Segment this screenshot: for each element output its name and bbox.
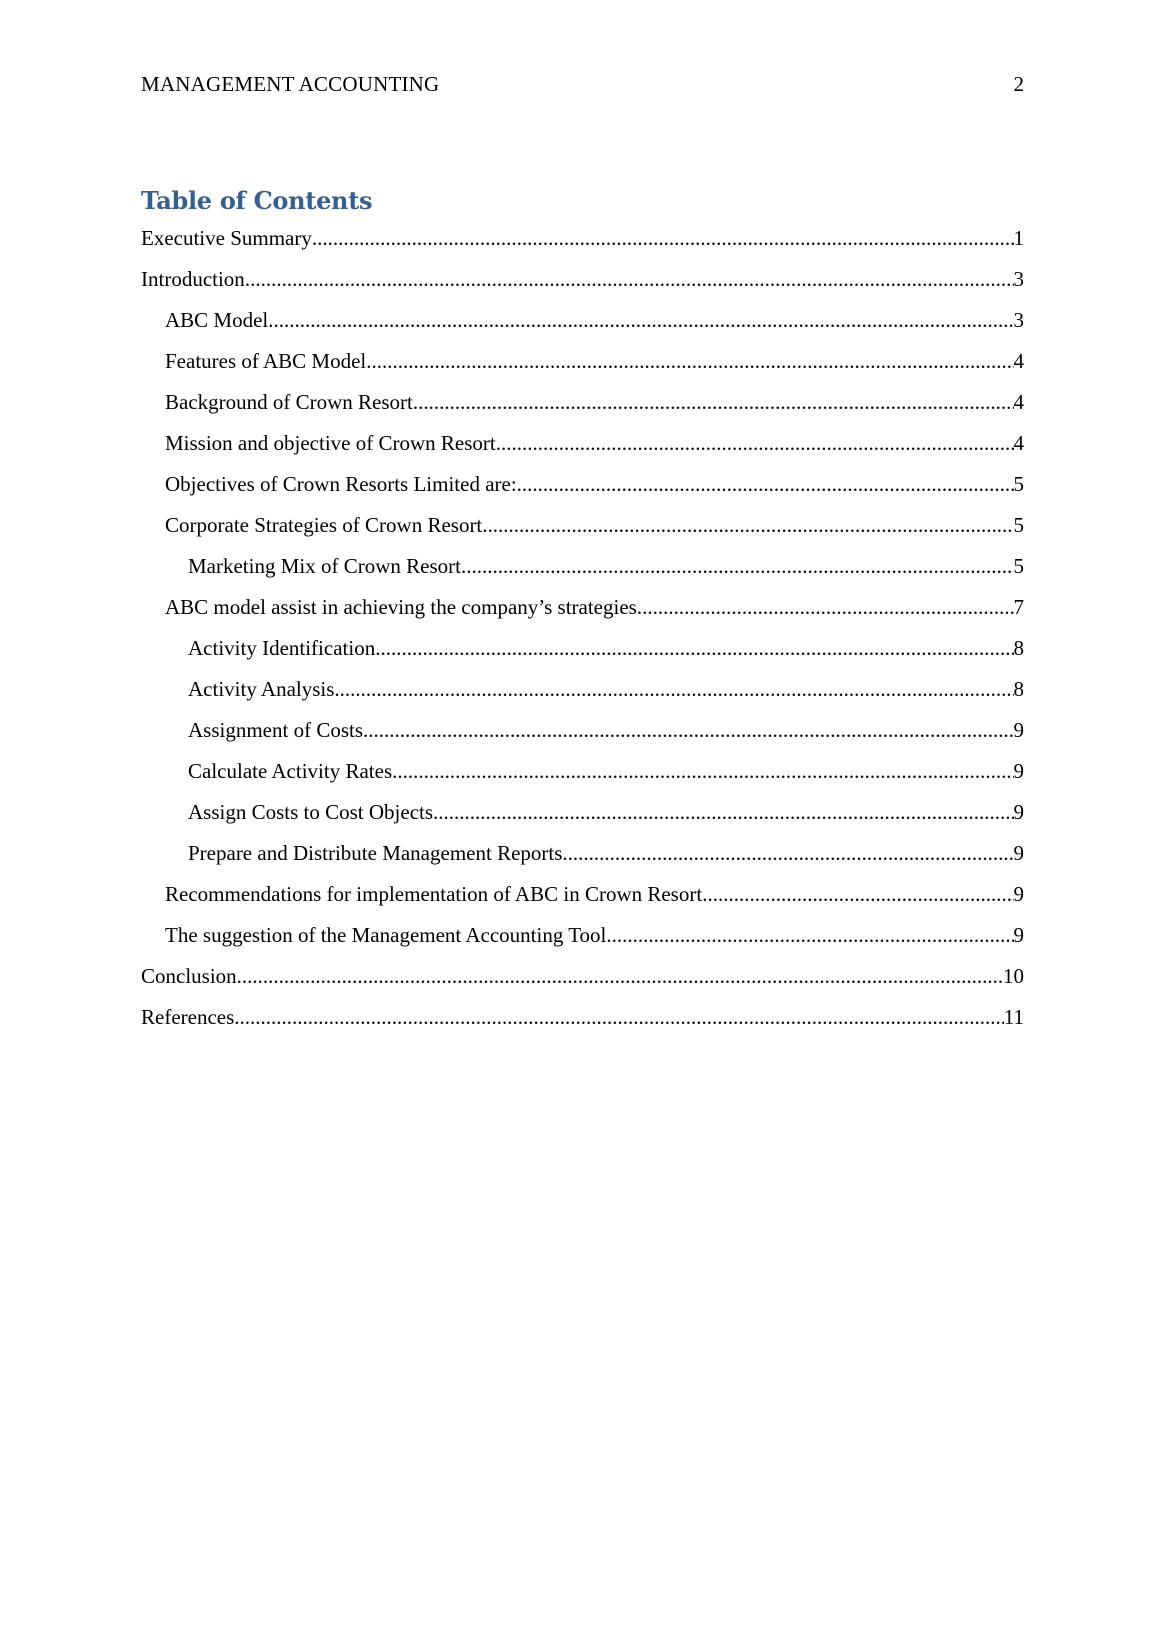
toc-entry[interactable] (141, 551, 1024, 592)
toc-dot-leader (702, 879, 1013, 909)
toc-entry-page-number: 9 (1013, 882, 1024, 906)
toc-entry[interactable] (141, 592, 1024, 633)
toc-entry[interactable] (141, 469, 1024, 510)
toc-entry-label: Assignment of Costs (188, 718, 364, 742)
toc-entry-label: Activity Identification (188, 636, 376, 660)
toc-entry[interactable] (141, 756, 1024, 797)
toc-dot-leader (366, 346, 1013, 376)
toc-entry[interactable] (141, 961, 1024, 1002)
toc-dot-leader (461, 551, 1014, 581)
toc-entry-page-number: 9 (1013, 800, 1024, 824)
toc-entry[interactable] (141, 428, 1024, 469)
toc-entry-label: ABC model assist in achieving the company’s strategies (165, 595, 637, 619)
toc-dot-leader (496, 428, 1014, 458)
toc-entry-page-number: 10 (1003, 964, 1024, 988)
toc-entry-page-number: 4 (1013, 390, 1024, 414)
toc-entry[interactable] (141, 838, 1024, 879)
toc-dot-leader (312, 223, 1014, 253)
toc-entry-page-number: 5 (1013, 472, 1024, 496)
toc-entry-label: Marketing Mix of Crown Resort (188, 554, 461, 578)
toc-dot-leader (637, 592, 1014, 622)
toc-entry-label: Features of ABC Model (165, 349, 367, 373)
toc-entry-page-number: 9 (1013, 841, 1024, 865)
toc-dot-leader (433, 797, 1013, 827)
toc-entry-page-number: 9 (1013, 718, 1024, 742)
toc-dot-leader (237, 961, 1003, 991)
toc-entry-label: The suggestion of the Management Accounting Tool (165, 923, 607, 947)
toc-dot-leader (482, 510, 1013, 540)
toc-entry-page-number: 4 (1013, 431, 1024, 455)
toc-entry-page-number: 8 (1013, 636, 1024, 660)
toc-entry-label: Calculate Activity Rates (188, 759, 393, 783)
toc-entry-label: Corporate Strategies of Crown Resort (165, 513, 483, 537)
toc-entry-page-number: 4 (1013, 349, 1024, 373)
toc-entry[interactable] (141, 674, 1024, 715)
toc-entry-label: Objectives of Crown Resorts Limited are: (165, 472, 517, 496)
toc-dot-leader (334, 674, 1013, 704)
toc-entry-label: ABC Model (165, 308, 269, 332)
toc-entry[interactable] (141, 305, 1024, 346)
toc-dot-leader (392, 756, 1013, 786)
toc-dot-leader (562, 838, 1013, 868)
toc-entry[interactable] (141, 920, 1024, 961)
toc-dot-leader (363, 715, 1013, 745)
table-of-contents (141, 223, 1024, 1043)
toc-entry[interactable] (141, 633, 1024, 674)
toc-entry[interactable] (141, 715, 1024, 756)
toc-dot-leader (413, 387, 1014, 417)
toc-entry-label: Conclusion (141, 964, 237, 988)
toc-dot-leader (234, 1002, 1003, 1032)
toc-dot-leader (517, 469, 1014, 499)
toc-entry[interactable] (141, 387, 1024, 428)
toc-entry[interactable] (141, 346, 1024, 387)
toc-entry-label: Mission and objective of Crown Resort (165, 431, 496, 455)
toc-entry-page-number: 8 (1013, 677, 1024, 701)
toc-entry-label: Executive Summary (141, 226, 312, 250)
toc-entry[interactable] (141, 223, 1024, 264)
toc-entry-page-number: 5 (1013, 513, 1024, 537)
toc-entry[interactable] (141, 797, 1024, 838)
toc-entry-label: References (141, 1005, 235, 1029)
toc-entry[interactable] (141, 510, 1024, 551)
toc-entry[interactable] (141, 1002, 1024, 1043)
toc-entry-label: Recommendations for implementation of ABC in Crown Resort (165, 882, 703, 906)
toc-entry-page-number: 1 (1013, 226, 1024, 250)
toc-dot-leader (268, 305, 1013, 335)
toc-entry[interactable] (141, 264, 1024, 305)
toc-entry-page-number: 9 (1013, 923, 1024, 947)
toc-entry-page-number: 9 (1013, 759, 1024, 783)
toc-entry-page-number: 7 (1013, 595, 1024, 619)
toc-heading: Table of Contents (141, 186, 373, 215)
toc-entry-page-number: 3 (1013, 267, 1024, 291)
toc-entry-label: Assign Costs to Cost Objects (188, 800, 434, 824)
header-title: MANAGEMENT ACCOUNTING (141, 72, 440, 96)
toc-dot-leader (606, 920, 1013, 950)
toc-entry[interactable] (141, 879, 1024, 920)
toc-entry-label: Introduction (141, 267, 245, 291)
toc-entry-label: Prepare and Distribute Management Reports (188, 841, 563, 865)
toc-dot-leader (245, 264, 1014, 294)
toc-entry-page-number: 3 (1013, 308, 1024, 332)
running-header (141, 70, 1024, 98)
toc-entry-page-number: 11 (1003, 1005, 1024, 1029)
toc-entry-label: Background of Crown Resort (165, 390, 413, 414)
toc-dot-leader (375, 633, 1013, 663)
header-page-number: 2 (1013, 72, 1024, 96)
toc-entry-page-number: 5 (1013, 554, 1024, 578)
toc-entry-label: Activity Analysis (188, 677, 335, 701)
